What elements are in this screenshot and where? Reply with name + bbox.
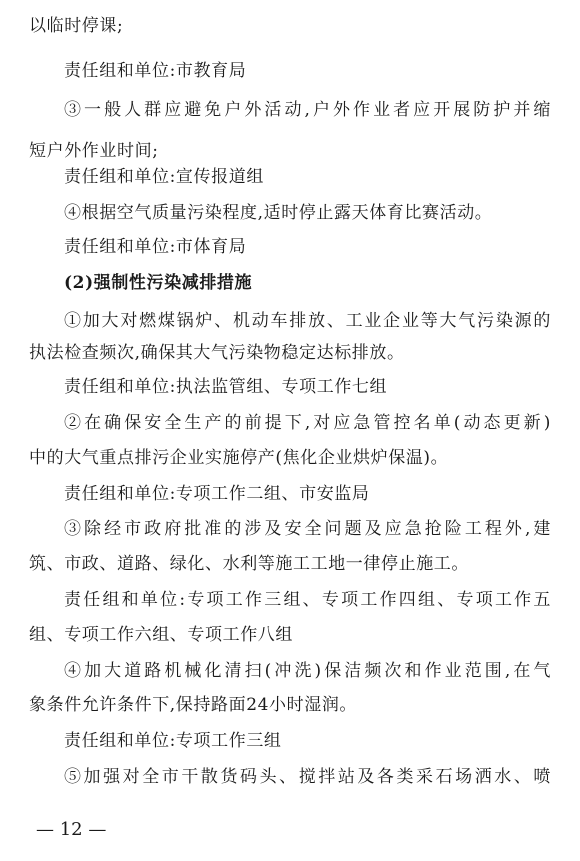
text-line: ⑤加强对全市干散货码头、搅拌站及各类采石场洒水、喷 — [64, 767, 551, 787]
text-line: 责任组和单位:专项工作三组 — [64, 731, 282, 751]
text-line: 责任组和单位:市教育局 — [64, 61, 247, 81]
text-line: 责任组和单位:宣传报道组 — [64, 167, 264, 187]
text-line: 责任组和单位:市体育局 — [64, 237, 247, 257]
text-line: 象条件允许条件下,保持路面24小时湿润。 — [29, 695, 358, 715]
text-line: 以临时停课; — [29, 16, 124, 36]
text-line: 短户外作业时间; — [29, 141, 159, 161]
text-line: ④加大道路机械化清扫(冲洗)保洁频次和作业范围,在气 — [64, 661, 551, 681]
text-line: 执法检查频次,确保其大气污染物稳定达标排放。 — [29, 343, 405, 363]
page-number: — 12 — — [36, 819, 107, 840]
text-line: 责任组和单位:专项工作三组、专项工作四组、专项工作五 — [64, 590, 551, 610]
text-line: ③除经市政府批准的涉及安全问题及应急抢险工程外,建 — [64, 519, 551, 539]
text-line: 责任组和单位:执法监管组、专项工作七组 — [64, 377, 388, 397]
text-line: 筑、市政、道路、绿化、水利等施工工地一律停止施工。 — [29, 554, 469, 574]
text-line: ①加大对燃煤锅炉、机动车排放、工业企业等大气污染源的 — [64, 311, 551, 331]
text-line: 责任组和单位:专项工作二组、市安监局 — [64, 484, 370, 504]
text-line: ④根据空气质量污染程度,适时停止露天体育比赛活动。 — [64, 203, 493, 223]
text-line: 组、专项工作六组、专项工作八组 — [29, 625, 293, 645]
text-line: ②在确保安全生产的前提下,对应急管控名单(动态更新) — [64, 413, 551, 433]
text-line: 中的大气重点排污企业实施停产(焦化企业烘炉保温)。 — [29, 448, 449, 468]
text-line: ③一般人群应避免户外活动,户外作业者应开展防护并缩 — [64, 100, 551, 120]
section-heading: (2)强制性污染减排措施 — [64, 273, 253, 293]
